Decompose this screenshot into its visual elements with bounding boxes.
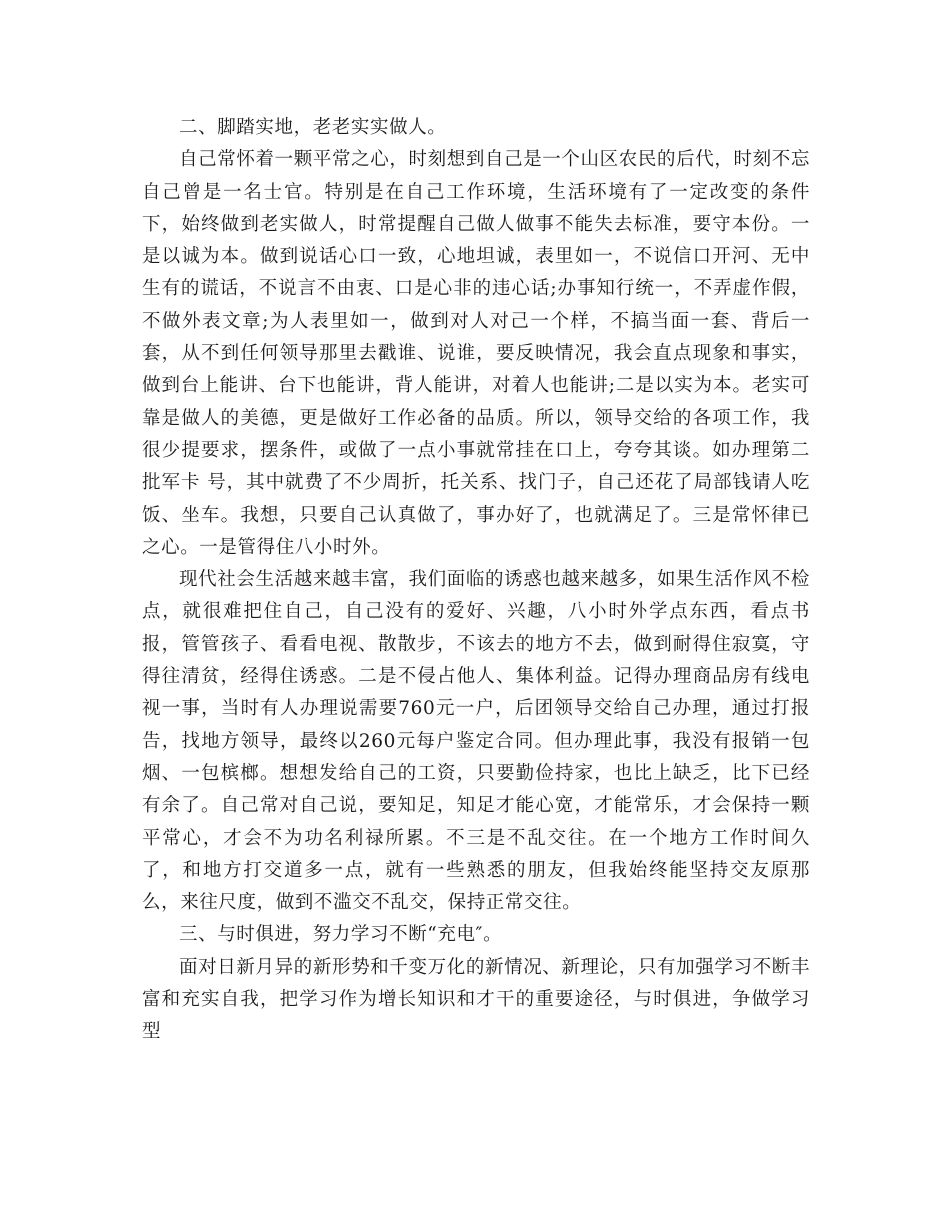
section-heading-two: 二、脚踏实地，老老实实做人。 — [179, 117, 447, 138]
body-paragraph: 现代社会生活越来越丰富，我们面临的诱惑也越来越多，如果生活作风不检点，就很难把住自己，自己没有的爱好、兴趣，八小时外学点东西，看点书报，管管孩子、看看电视、散散步，不该去的地方不去，做到耐得住寂寞，守得往清贫，经得住诱惑。二是不侵占他人、集体利益。记得办理商品房有线电视一事，当时有人办理说需要760元一户，后团领导交给自己办理，通过打报告，找地方领导，最终以260元每户鉴定合同。但办理此事，我没有报销一包烟、一包槟榔。想想发给自己的工资，只要勤俭持家，也比上缺乏，比下已经有余了。自己常对自己说，要知足，知足才能心宽，才能常乐，才会保持一颗平常心，才会不为功名利禄所累。不三是不乱交往。在一个地方工作时间久了，和地方打交道多一点，就有一些熟悉的朋友，但我始终能坚持交友原那么，来往尺度，做到不滥交不乱交，保持正常交往。 — [142, 569, 810, 914]
document-body — [142, 112, 810, 1049]
section-heading-three: 三、与时俱进，努力学习不断“充电″。 — [179, 924, 503, 946]
body-paragraph: 面对日新月异的新形势和千变万化的新情况、新理论，只有加强学习不断丰富和充实自我，把学习作为增长知识和才干的重要途径，与时俱进，争做学习型 — [142, 956, 810, 1043]
body-paragraph: 自己常怀着一颗平常之心，时刻想到自己是一个山区农民的后代，时刻不忘自己曾是一名士官。特别是在自己工作环境，生活环境有了一定改变的条件下，始终做到老实做人，时常提醒自己做人做事不能失去标准，要守本份。一是以诚为本。做到说话心口一致，心地坦诚，表里如一，不说信口开河、无中生有的谎话，不说言不由衷、口是心非的违心话;办事知行统一，不弄虚作假，不做外表文章;为人表里如一，做到对人对己一个样，不搞当面一套、背后一套，从不到任何领导那里去戳谁、说谁，要反映情况，我会直点现象和事实，做到台上能讲、台下也能讲，背人能讲，对着人也能讲;二是以实为本。老实可靠是做人的美德，更是做好工作必备的品质。所以，领导交给的各项工作，我很少提要求，摆条件，或做了一点小事就常挂在口上，夸夸其谈。如办理第二批军卡 号，其中就费了不少周折，托关系、找门子，自己还花了局部钱请人吃饭、坐车。我想，只要自己认真做了，事办好了，也就满足了。三是常怀律已之心。一是管得住八小时外。 — [142, 149, 810, 558]
